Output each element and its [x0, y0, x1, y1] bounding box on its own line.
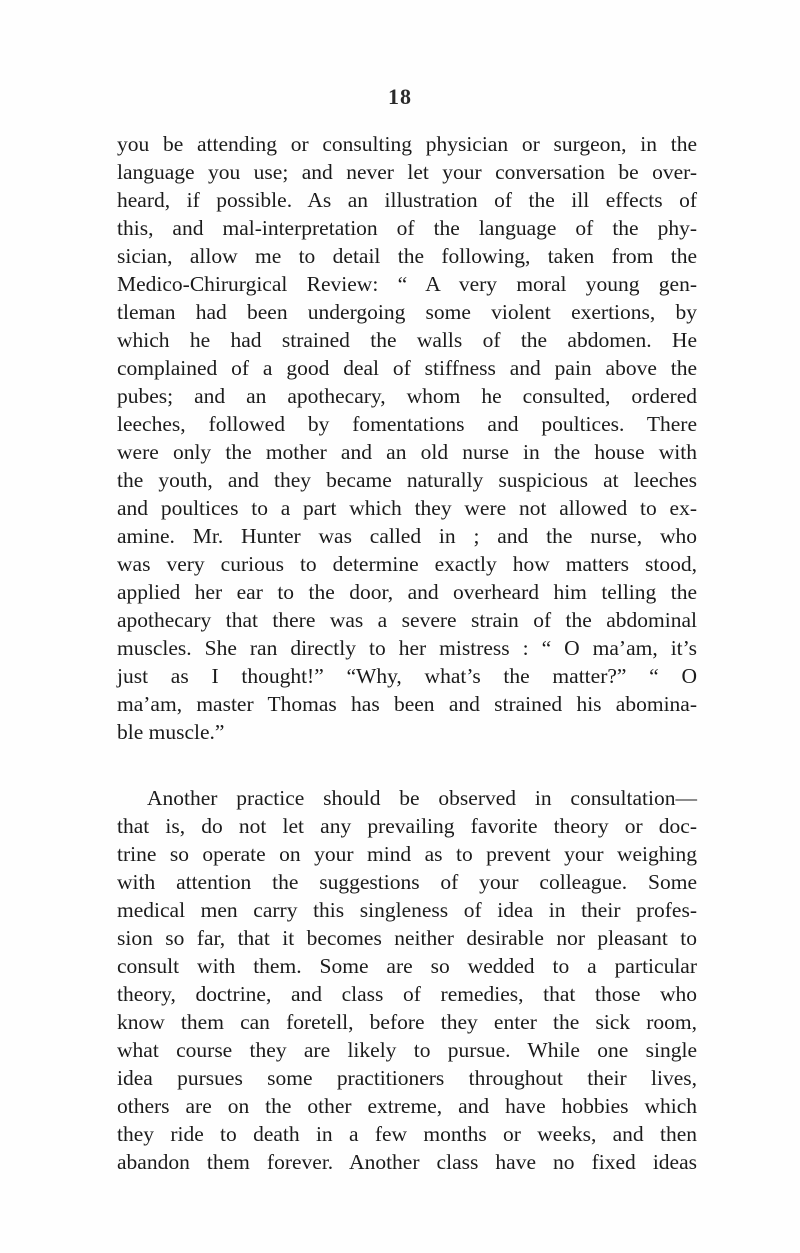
text-line: leeches, followed by fomentations and poultices. There [117, 412, 697, 436]
text-line: Another practice should be observed in consultation— [147, 786, 697, 810]
text-line: amine. Mr. Hunter was called in ; and the nurse, who [117, 524, 697, 548]
text-line: just as I thought!” “Why, what’s the matter?” “ O [117, 664, 697, 688]
page-number: 18 [388, 84, 412, 109]
text-line: consult with them. Some are so wedded to a particular [117, 954, 697, 978]
text-line: this, and mal-interpretation of the language of the phy- [117, 216, 697, 240]
text-line: tleman had been undergoing some violent exertions, by [117, 300, 697, 324]
text-line: apothecary that there was a severe strain of the abdominal [117, 608, 697, 632]
text-line: complained of a good deal of stiffness and pain above the [117, 356, 697, 380]
text-line: language you use; and never let your conversation be over- [117, 160, 697, 184]
text-line: applied her ear to the door, and overheard him telling the [117, 580, 697, 604]
text-line: others are on the other extreme, and have hobbies which [117, 1094, 697, 1118]
text-line: what course they are likely to pursue. While one single [117, 1038, 697, 1062]
text-line: you be attending or consulting physician or surgeon, in the [117, 132, 697, 156]
text-line: trine so operate on your mind as to prevent your weighing [117, 842, 697, 866]
text-line: pubes; and an apothecary, whom he consulted, ordered [117, 384, 697, 408]
text-line: and poultices to a part which they were not allowed to ex- [117, 496, 697, 520]
text-line: idea pursues some practitioners throughout their lives, [117, 1066, 697, 1090]
text-line: which he had strained the walls of the abdomen. He [117, 328, 697, 352]
text-line: ble muscle.” [117, 720, 225, 744]
text-line: the youth, and they became naturally suspicious at leeches [117, 468, 697, 492]
paragraph [117, 130, 697, 746]
paragraph-gap [117, 746, 697, 784]
text-line: they ride to death in a few months or weeks, and then [117, 1122, 697, 1146]
text-line: theory, doctrine, and class of remedies, that those who [117, 982, 697, 1006]
paragraph [117, 784, 697, 1176]
text-line: was very curious to determine exactly how matters stood, [117, 552, 697, 576]
text-line: heard, if possible. As an illustration of the ill effects of [117, 188, 697, 212]
text-line: were only the mother and an old nurse in the house with [117, 440, 697, 464]
text-line: that is, do not let any prevailing favorite theory or doc- [117, 814, 697, 838]
body-text [117, 130, 697, 1176]
text-line: medical men carry this singleness of idea in their profes- [117, 898, 697, 922]
text-line: sion so far, that it becomes neither desirable nor pleasant to [117, 926, 697, 950]
text-line: muscles. She ran directly to her mistress : “ O ma’am, it’s [117, 636, 697, 660]
text-line: know them can foretell, before they enter the sick room, [117, 1010, 697, 1034]
text-line: with attention the suggestions of your colleague. Some [117, 870, 697, 894]
text-line: abandon them forever. Another class have no fixed ideas [117, 1150, 697, 1174]
text-line: Medico-Chirurgical Review: “ A very moral young gen- [117, 272, 697, 296]
text-line: sician, allow me to detail the following, taken from the [117, 244, 697, 268]
text-line: ma’am, master Thomas has been and strained his abomina- [117, 692, 697, 716]
